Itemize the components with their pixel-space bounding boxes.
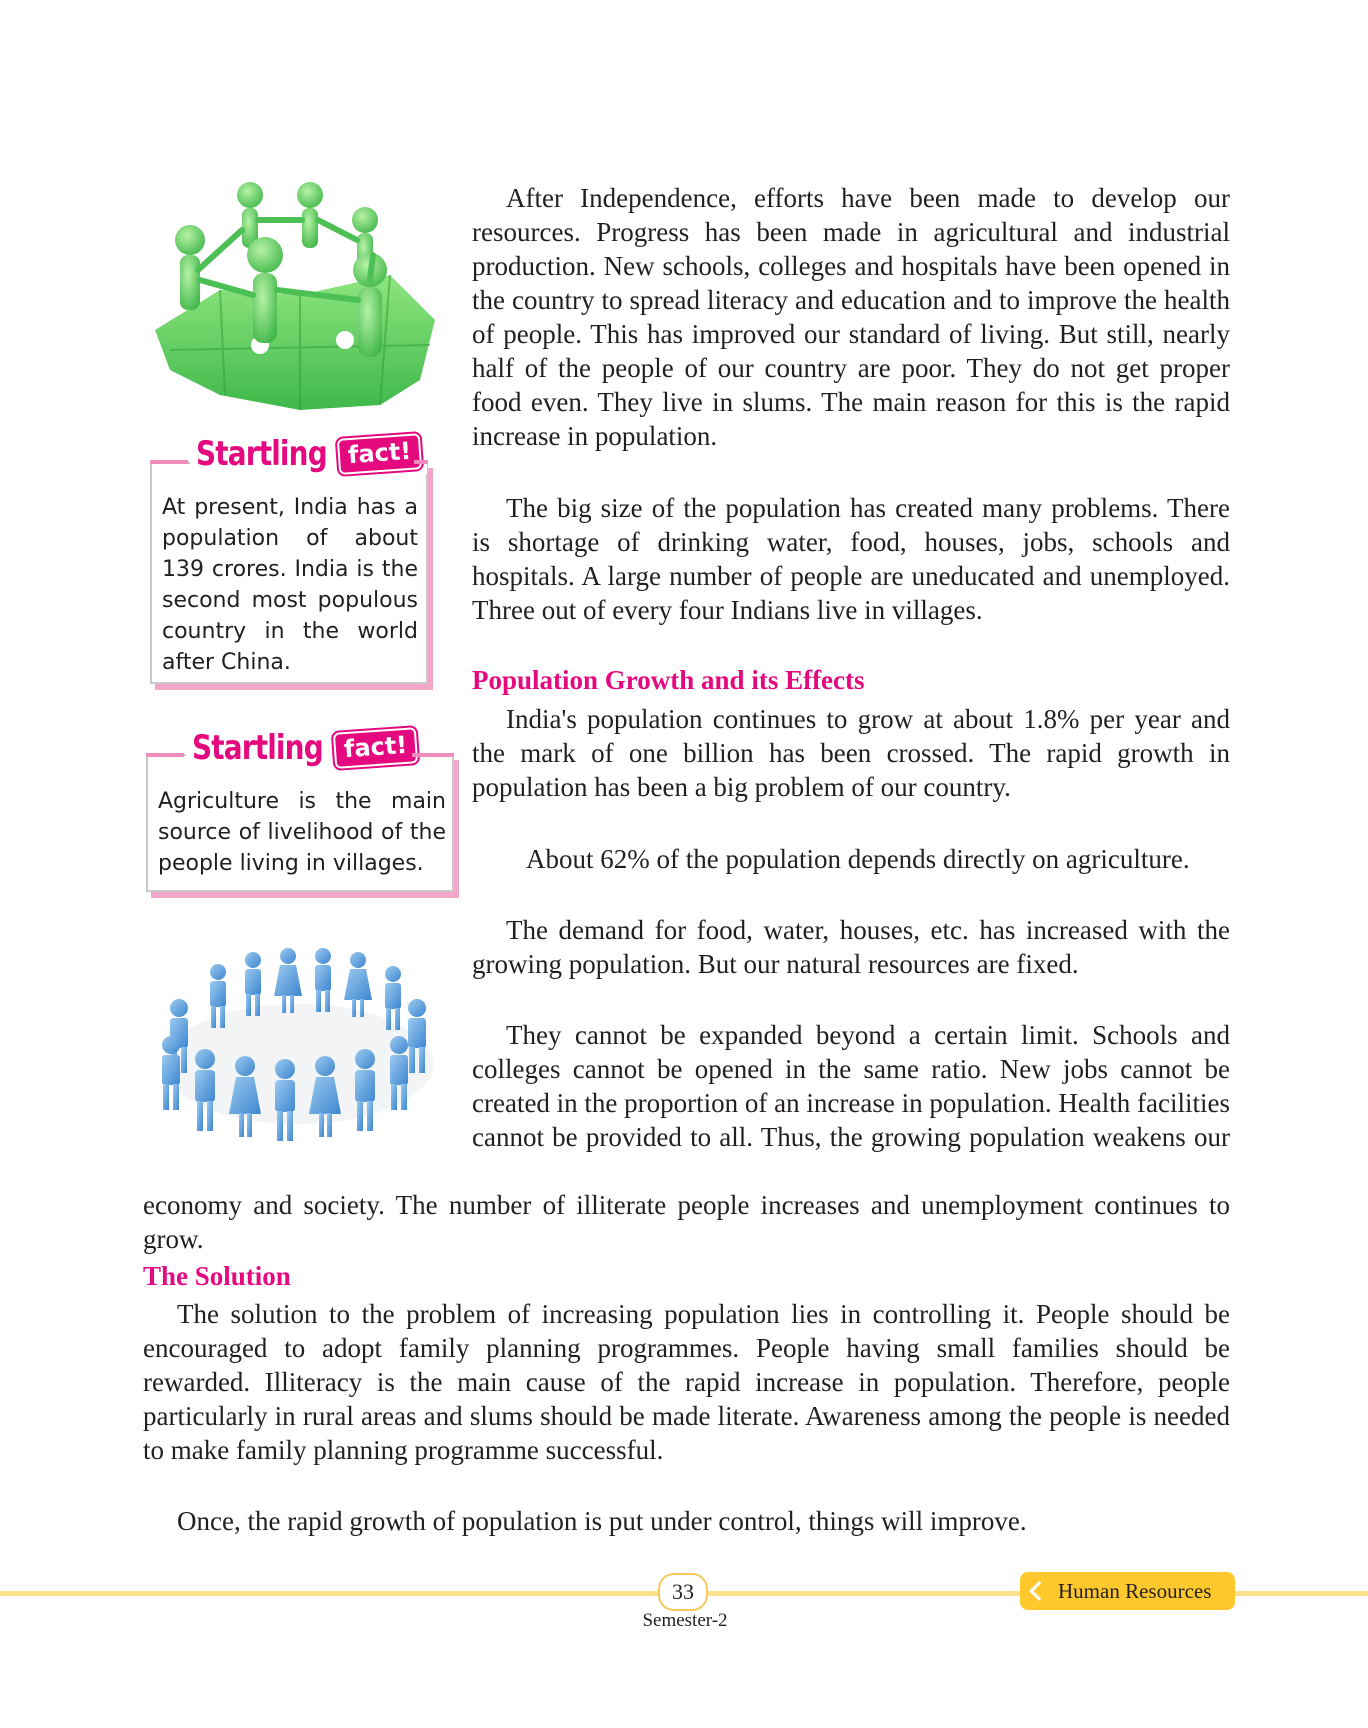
- fact-2-text: Agriculture is the main source of livelihood of the people living in villages.: [158, 789, 446, 876]
- paragraph-conclusion: Once, the rapid growth of population is put under control, things will improve.: [177, 1506, 1027, 1536]
- paragraph-population-size: The big size of the population has created many problems. There is shortage of drinking water, food, houses, jobs, schools and hospitals. A large number of people are uneducated and unemployed. Three out of every four Indians live in villages.: [472, 493, 1230, 625]
- chapter-tab: [1020, 1572, 1235, 1610]
- fact-1-title-line-left: [150, 460, 188, 464]
- heading-the-solution: The Solution: [143, 1261, 291, 1291]
- fact-1-badge: fact!: [336, 433, 422, 475]
- startling-fact-box-1: [150, 462, 428, 684]
- fact-2-title: Startling: [192, 728, 323, 768]
- fact-2-title-line-left: [146, 753, 184, 757]
- paragraph-demand: The demand for food, water, houses, etc. has increased with the growing population. But our natural resources are fixed.: [472, 915, 1230, 979]
- heading-population-growth: Population Growth and its Effects: [472, 665, 865, 695]
- chevron-left-icon: [1029, 1581, 1049, 1601]
- page-number: 33: [658, 1573, 708, 1611]
- fact-1-title-line-right: [414, 460, 428, 464]
- blue-people-circle-illustration: [148, 944, 448, 1144]
- startling-fact-title-2: [186, 728, 423, 768]
- paragraph-limits-continued: economy and society. The number of illiterate people increases and unemployment continues to grow.: [143, 1190, 1230, 1254]
- fact-1-title: Startling: [196, 434, 327, 474]
- fact-2-title-line-right: [412, 753, 454, 757]
- fact-2-badge: fact!: [332, 727, 418, 769]
- paragraph-growth-rate: India's population continues to grow at about 1.8% per year and the mark of one billion has been crossed. The rapid growth in population has been a big problem of our country.: [472, 704, 1230, 802]
- startling-fact-title-1: [190, 434, 427, 474]
- semester-label: Semester-2: [642, 1610, 728, 1631]
- paragraph-agriculture: About 62% of the population depends directly on agriculture.: [526, 844, 1190, 874]
- startling-fact-box-2: [146, 754, 454, 892]
- paragraph-after-independence: After Independence, efforts have been made to develop our resources. Progress has been made in agricultural and industrial production. New schools, colleges and hospitals have been opened in the country to spread literacy and education and to improve the health of people. This has improved our standard of living. But still, nearly half of the people of our country are poor. They do not get proper food even. They live in slums. The main reason for this is the rapid increase in population.: [472, 183, 1230, 451]
- chapter-title: Human Resources: [1058, 1578, 1212, 1603]
- fact-1-text: At present, India has a population of about 139 crores. India is the second most populous country in the world after China.: [162, 495, 418, 675]
- paragraph-solution: The solution to the problem of increasing population lies in controlling it. People should be encouraged to adopt family planning programmes. People having small families should be rewarded. Illiteracy is the main cause of the rapid increase in population. Therefore, people particularly in rural areas and slums should be made literate. Awareness among the people is needed to make family planning programme successful.: [143, 1299, 1230, 1465]
- green-puzzle-people-illustration: [150, 180, 440, 420]
- paragraph-limits: They cannot be expanded beyond a certain limit. Schools and colleges cannot be opened in the same ratio. New jobs cannot be created in the proportion of an increase in population. Health facilities cannot be provided to all. Thus, the growing population weakens our: [472, 1020, 1230, 1152]
